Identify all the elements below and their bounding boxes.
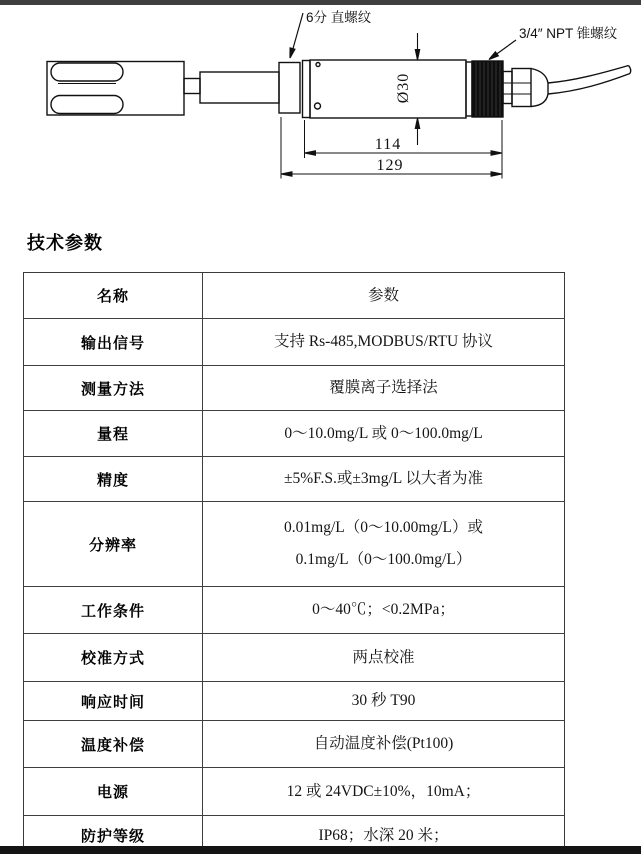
table-row [24,411,564,457]
row-value: 覆膜离子选择法 [329,379,438,397]
probe-guard [47,62,184,116]
table-row [24,768,564,816]
body-ring-right [466,62,472,116]
table-row [24,587,564,634]
row-value: 支持 Rs-485,MODBUS/RTU 协议 [273,333,494,351]
row-name: 精度 [24,457,203,501]
row-value: 两点校准 [352,648,415,666]
table-row [24,366,564,411]
row-value: 自动温度补偿(Pt100) [313,735,454,753]
straight-thread-label: 6分 直螺纹 [306,10,372,25]
sensor-body [310,60,466,118]
table-header-row [24,273,564,319]
leader-npt [496,40,516,55]
header-value-cell: 参数 [367,286,399,304]
row-value: 0～40℃；<0.2MPa； [312,601,455,619]
leader-npt-arrow [489,52,498,60]
row-value: 12 或 24VDC±10%，10mA； [286,782,481,800]
table-row [24,682,564,721]
page-bottom-edge [0,846,641,854]
gland-nut [512,69,531,107]
header-name-cell: 名称 [24,273,203,318]
sensor-drawing-svg [0,0,641,215]
table-row [24,502,564,587]
body-ring-left [303,61,311,118]
row-value [203,502,564,586]
body-screw-top [316,63,320,67]
row-name: 输出信号 [24,319,203,365]
probe-shaft [200,72,279,103]
dim-114-label: 114 [374,136,402,153]
body-screw-bottom [315,103,321,109]
row-name: 温度补偿 [24,721,203,767]
row-name: 响应时间 [24,682,203,720]
table-row [24,721,564,768]
cable-end [629,66,631,74]
guard-slot-bottom [51,96,123,114]
row-name: 测量方法 [24,366,203,410]
dim-129-label: 129 [376,157,404,174]
gland-dome [531,69,548,107]
diameter-dimension-label: Ø30 [395,72,412,104]
table-row [24,319,564,366]
table-row [24,634,564,682]
cable-top-edge [548,66,629,84]
row-name: 分辨率 [24,502,203,586]
row-name: 量程 [24,411,203,456]
sensor-technical-drawing [0,0,641,215]
row-name: 电源 [24,768,203,815]
guard-slot-top [51,63,123,81]
npt-thread-label: 3/4″ NPT 锥螺纹 [519,26,618,41]
row-value-line1: 0.01mg/L（0～10.00mg/L）或 [284,519,483,537]
row-name: 防护等级 [24,816,203,854]
probe-neck [184,79,200,94]
row-value: IP68；水深 20 米； [318,826,449,844]
leader-straight-thread [293,13,303,50]
table-row [24,457,564,502]
row-value-line2: 0.1mg/L（0～100.0mg/L） [295,551,472,569]
row-name: 工作条件 [24,587,203,633]
spec-table [23,272,565,854]
dia-arrow-top [415,50,419,61]
straight-thread-collar [279,63,300,114]
dia-arrow-bottom [415,118,419,129]
leader-straight-thread-arrow [290,48,295,58]
gland-ring [503,72,512,104]
section-heading: 技术参数 [27,233,103,253]
row-value: ±5%F.S.或±3mg/L 以大者为准 [283,470,484,488]
row-value: 30 秒 T90 [351,692,416,710]
row-name: 校准方式 [24,634,203,681]
row-value: 0～10.0mg/L 或 0～100.0mg/L [284,424,483,442]
